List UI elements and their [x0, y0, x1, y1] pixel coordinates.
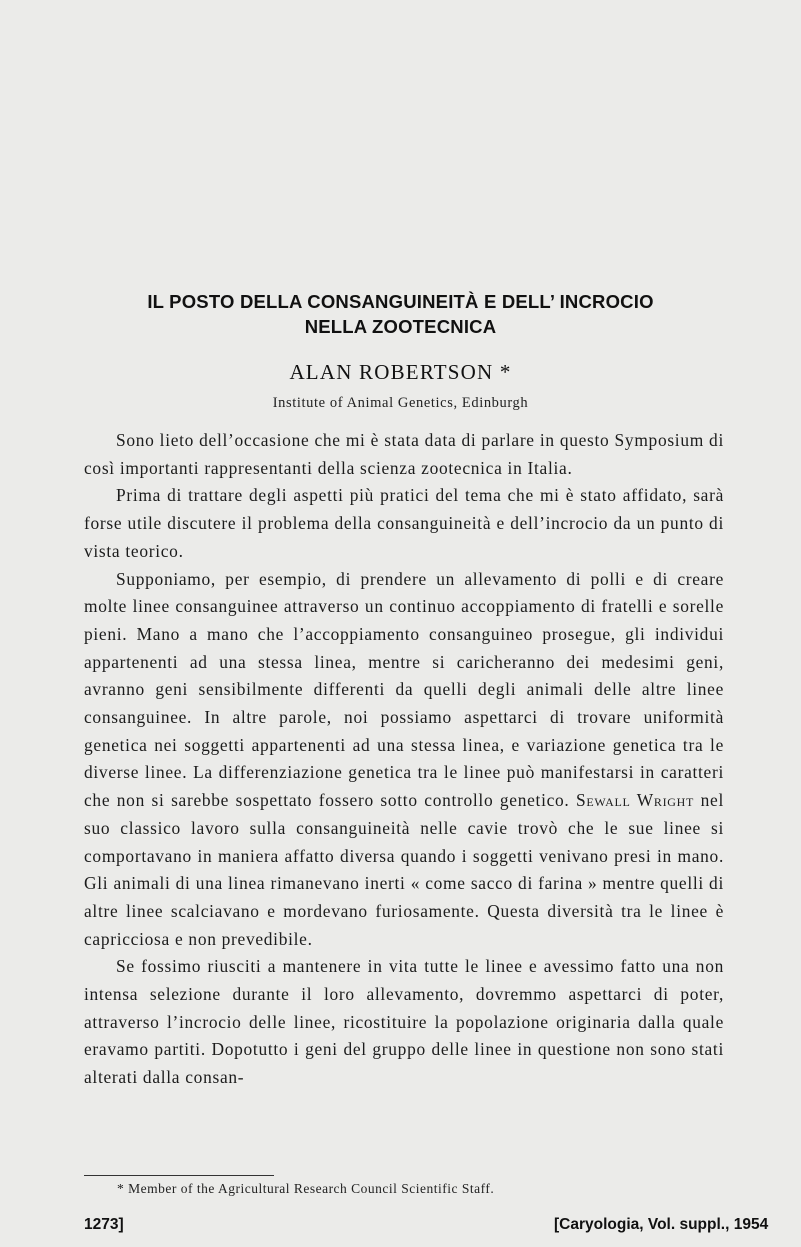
footnote: * Member of the Agricultural Research Council Scientific Staff.: [117, 1181, 495, 1196]
cited-author-name: Sewall Wright: [576, 790, 695, 811]
paragraph-2: Prima di trattare degli aspetti più pratici del tema che mi è stato affidato, sarà forse utile discutere il problema della consanguineità e dell’incrocio da un punto di vista teorico.: [84, 485, 724, 561]
article-title-line-1: IL POSTO DELLA CONSANGUINEITÀ E DELL’ INCROCIO: [147, 291, 654, 312]
article-title-line-2: NELLA ZOOTECNICA: [304, 316, 497, 337]
paragraph-3-text-a: Supponiamo, per esempio, di prendere un allevamento di polli e di creare molte linee consanguinee attraverso un continuo accoppiamento di fratelli e sorelle pieni. Mano a mano che l’accoppiamento consanguineo prosegue, gli individui appartenenti ad una stessa linea, mentre si caricheranno dei medesimi geni, avranno geni sensibilmente differenti da quelli degli animali delle altre linee consanguinee. In altre parole, noi possiamo aspettarci di trovare uniformità genetica nei soggetti appartenenti ad una stessa linea, e variazione genetica tra le diverse linee. La differenziazione genetica tra le linee può manifestarsi in caratteri che non si sarebbe sospettato fossero sotto controllo genetico.: [84, 568, 724, 811]
paragraph-1: Sono lieto dell’occasione che mi è stata data di parlare in questo Symposium di così importanti rappresentanti della scienza zootecnica in Italia.: [84, 430, 724, 478]
paragraph-3: [84, 566, 724, 954]
journal-citation: [Caryologia, Vol. suppl., 1954: [554, 1216, 769, 1233]
page-number: 1273]: [84, 1216, 124, 1233]
article-body: [84, 427, 724, 1092]
author-name: ALAN ROBERTSON *: [289, 360, 512, 384]
paragraph-3-text-b: nel suo classico lavoro sulla consanguineità nelle cavie trovò che le sue linee si comportavano in maniera affatto diversa quando i soggetti venivano presi in mano. Gli animali di una linea rimanevano inerti « come sacco di farina » mentre quelli di altre linee scalciavano e mordevano furiosamente. Questa diversità tra le linee è capricciosa e non prevedibile.: [84, 790, 724, 949]
author-affiliation: Institute of Animal Genetics, Edinburgh: [272, 395, 529, 411]
footnote-divider: [84, 1175, 274, 1176]
paragraph-4: Se fossimo riusciti a mantenere in vita tutte le linee e avessimo fatto una non intensa selezione durante il loro allevamento, dovremmo aspettarci di poter, attraverso l’incrocio delle linee, ricostituire la popolazione originaria dalla quale eravamo partiti. Dopotutto i geni del gruppo delle linee in questione non sono stati alterati dalla consan-: [84, 956, 724, 1088]
